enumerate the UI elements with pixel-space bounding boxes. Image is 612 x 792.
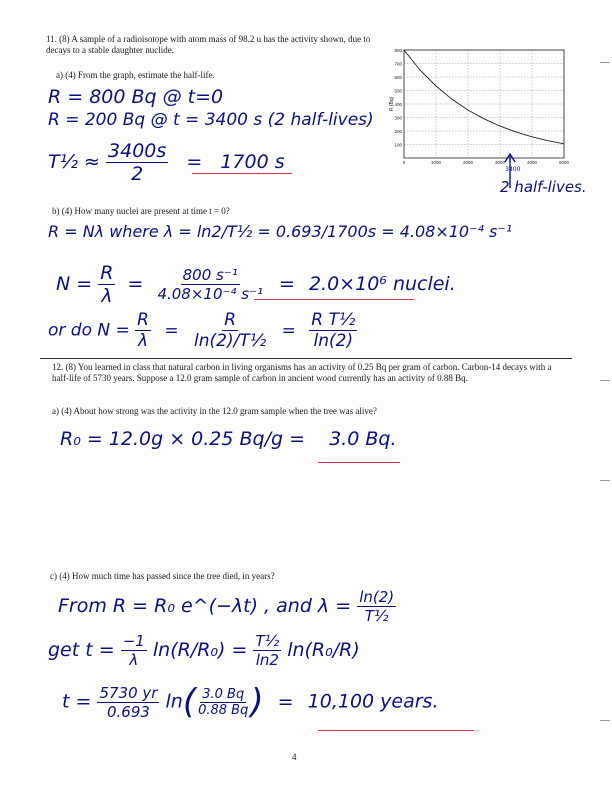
q12c-line1: From R = R₀ e^(−λt) , and λ = $\frac{\ln(2)}{\text{T½}}$ xyxy=(58,588,395,625)
activity-chart xyxy=(390,44,570,176)
q11a-line1: R = 800 Bq @ t=0 xyxy=(48,86,224,108)
q12-header: 12. (8) You learned in class that natural carbon in living organisms has an activity of 0.25 Bq per gram of carbon. Carbon-14 decays with a half-life of 5730 years. Suppose a 12.0 gram sample of carbon in ancient wood currently has an activity of 0.88 Bq. xyxy=(52,362,552,383)
q11a-answer: 1700 s xyxy=(220,151,285,173)
q11b-line1: R = Nλ where λ = ln2/T½ = 0.693/1700s = 4.08×10⁻⁴ s⁻¹ xyxy=(48,222,513,241)
q11a-line2: R = 200 Bq @ t = 3400 s (2 half-lives) xyxy=(48,110,374,130)
q12a-line: R₀ = 12.0g × 0.25 Bq/g = 3.0 Bq. xyxy=(60,428,397,450)
q11a-fraction: $\frac{3400s}{2}$ xyxy=(108,140,167,185)
q12c-underline xyxy=(318,730,474,731)
q12a-answer: 3.0 Bq. xyxy=(329,428,397,450)
q11a-underline xyxy=(192,173,292,174)
edge-mark xyxy=(600,480,610,481)
edge-mark xyxy=(600,720,610,721)
edge-mark xyxy=(600,380,610,381)
handwritten-tick-3400: 3400 xyxy=(505,166,521,173)
q12a-label: a) (4) About how strong was the activity in the 12.0 gram sample when the tree was alive? xyxy=(52,406,377,416)
q11a-line3: T½ ≈ $\frac{3400s}{2}$ = 1700 s xyxy=(48,140,285,185)
q12c-line2: get t = $\frac{-1}{\lambda}$ ln(R/R₀) = $\frac{\text{T½}}{\ln 2}$ ln(R₀/R) xyxy=(48,632,360,669)
q11b-underline xyxy=(254,299,414,300)
x-tick-label: 2000 xyxy=(462,160,474,165)
q12a-underline xyxy=(318,462,400,463)
x-tick-label: 1000 xyxy=(430,160,442,165)
q11b-answer: 2.0×10⁶ nuclei. xyxy=(308,273,456,295)
y-tick-label: 600 xyxy=(394,74,402,80)
x-tick-label: 3000 xyxy=(494,160,506,165)
edge-mark xyxy=(600,62,610,63)
y-tick-label: 700 xyxy=(394,61,402,67)
y-tick-label: 300 xyxy=(394,115,402,121)
q11a-lhs: T½ ≈ xyxy=(48,151,100,173)
x-tick-label: 0 xyxy=(402,160,406,165)
chart-x-ticks xyxy=(403,160,570,165)
arrow-note: 2 half-lives. xyxy=(500,178,587,196)
x-tick-label: 4000 xyxy=(526,160,538,165)
chart-ylabel: R (Bq) xyxy=(389,96,395,112)
page-number: 4 xyxy=(292,752,297,762)
q11b-label: b) (4) How many nuclei are present at time t = 0? xyxy=(52,206,230,216)
q11a-label: a) (4) From the graph, estimate the half-life. xyxy=(56,70,215,80)
q12c-line3: t = $\frac{5730 yr}{0.693}$ ln( $\frac{3.0 Bq}{0.88 Bq}$ ) = 10,100 years. xyxy=(62,682,439,722)
y-tick-label: 400 xyxy=(394,101,402,107)
y-tick-label: 100 xyxy=(394,142,402,148)
q11-header: 11. (8) A sample of a radioisotope with atom mass of 98.2 u has the activity shown, due to decays to a stable daughter nuclide. xyxy=(46,34,371,55)
y-tick-label: 200 xyxy=(394,128,402,134)
y-tick-label: 500 xyxy=(394,88,402,94)
chart-grid xyxy=(404,50,564,158)
chart-y-ticks xyxy=(394,48,402,148)
decay-curve xyxy=(404,50,564,144)
q11b-line2: N = $\frac{R}{\lambda}$ = $\frac{\text{800 s⁻¹}}{\text{4.08×10⁻⁴ s⁻¹}}$ = 2.0×10⁶ nuclei. xyxy=(56,262,456,307)
q12c-answer: 10,100 years. xyxy=(307,690,439,713)
x-tick-label: 5000 xyxy=(558,160,570,165)
q12c-label: c) (4) How much time has passed since the tree died, in years? xyxy=(50,571,275,581)
y-tick-label: 800 xyxy=(394,47,402,53)
divider-rule xyxy=(40,358,572,359)
q11b-line3: or do N = $\frac{R}{\lambda}$ = $\frac{R}{\text{ln(2)/T½}}$ = $\frac{\text{R T½}}{\ln(2)}$ xyxy=(48,310,356,351)
